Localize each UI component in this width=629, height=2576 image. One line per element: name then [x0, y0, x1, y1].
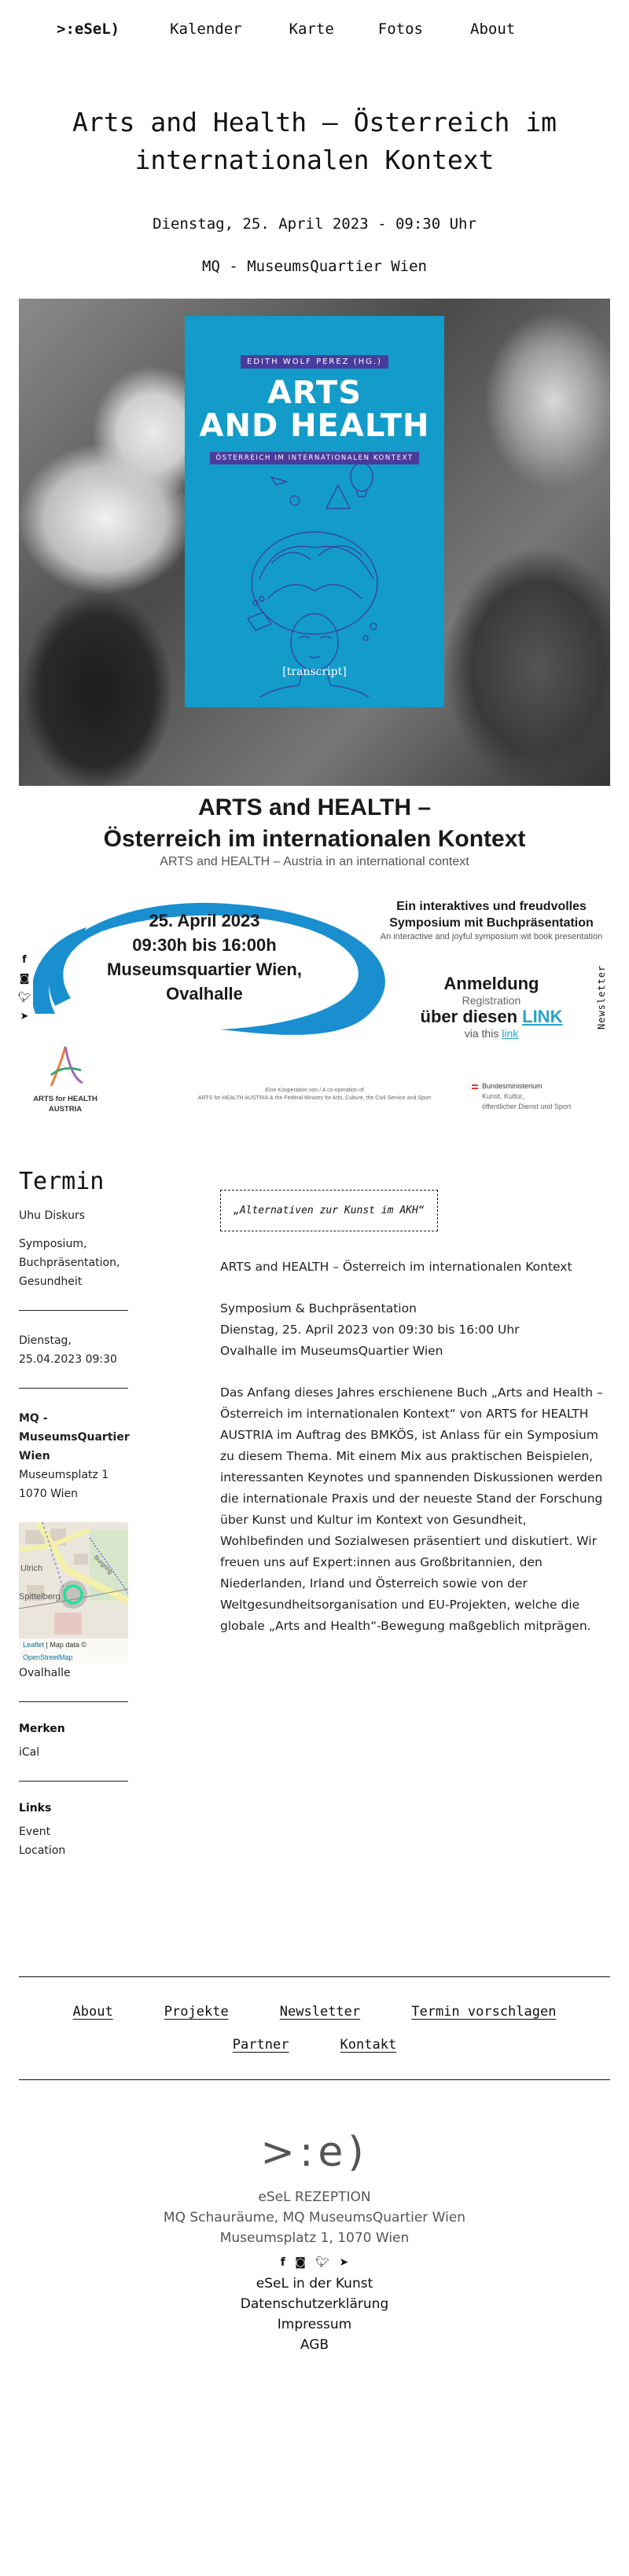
sidebar-heading: Termin: [19, 1168, 105, 1195]
footer-termin-vorschlagen[interactable]: Termin vorschlagen: [411, 2004, 557, 2020]
details-line: Dienstag, 25. April 2023 von 09:30 bis 16:00 Uhr: [220, 1323, 520, 1337]
map-label: Ulrich: [20, 1564, 43, 1573]
details-line: Symposium & Buchpräsentation: [220, 1301, 417, 1316]
divider: [19, 1701, 128, 1702]
ministry-line: Bundesministerium: [482, 1082, 543, 1090]
divider: [19, 1388, 128, 1389]
footer-about[interactable]: About: [72, 2004, 113, 2020]
registration-link-de[interactable]: LINK: [522, 1007, 563, 1026]
instagram-icon[interactable]: ◙: [295, 2256, 306, 2269]
arts-for-health-logo: [22, 1044, 109, 1114]
event-sidebar: [19, 1160, 129, 1860]
footer-esel-in-der-kunst[interactable]: eSeL in der Kunst: [256, 2276, 373, 2292]
description-body: Das Anfang dieses Jahres erschienene Buch „Arts and Health – Österreich im internationalen Kontext“ von ARTS for HEALTH AUSTRIA im Auftrag des BMKÖS, ist Anlass für ein Symposium zu diesem Thema. Mit einem Mix aus praktischen Beispielen, interessanten Keynotes und spannenden Diskussionen werden die internationale Praxis und der neueste Stand der Forschung über Kunst und Kultur im Kontext von Gesundheit, Wohlbefinden und Sozialwesen präsentiert und diskutiert. Wir freuen uns auf Expert:innen aus Großbritannien, den Niederlanden, Irland und Österreich sowie von der Weltgesundheitsorganisation und EU-Projekten, welche die globale „Arts and Health“-Bewegung maßgeblich mitprägen.: [220, 1385, 603, 1633]
flyer-subtitle: ARTS and HEALTH – Austria in an international context: [160, 855, 469, 868]
flyer-via-line: [370, 1027, 613, 1040]
flyer-registration-label: Registration: [462, 994, 521, 1007]
footer-name: eSeL REZEPTION: [258, 2189, 371, 2205]
event-flyer: [0, 792, 629, 1130]
instagram-icon[interactable]: ◙: [19, 973, 30, 985]
footer-impressum[interactable]: Impressum: [277, 2317, 352, 2332]
telegram-icon[interactable]: ➤: [20, 1011, 29, 1022]
nav-kalender[interactable]: Kalender: [170, 20, 242, 38]
venue-map[interactable]: [19, 1522, 128, 1664]
footer-social: [0, 2256, 629, 2269]
event-description: [220, 1160, 610, 1860]
footer-datenschutz[interactable]: Datenschutzerklärung: [240, 2296, 389, 2312]
nav-fotos[interactable]: Fotos: [377, 20, 423, 38]
flyer-date: 25. April 2023: [149, 911, 260, 930]
flyer-title-line: ARTS and HEALTH –: [197, 794, 432, 820]
links-heading: Links: [19, 1802, 52, 1815]
map-attribution: [19, 1638, 128, 1664]
nav-about[interactable]: About: [470, 20, 516, 38]
book-subtitle: ÖSTERREICH IM INTERNATIONALEN KONTEXT: [210, 452, 418, 464]
event-content: [0, 1160, 629, 1860]
footer-address-line: MQ Schauräume, MQ MuseumsQuartier Wien: [163, 2210, 466, 2226]
flyer-uber-line: [370, 1007, 613, 1027]
top-nav: [0, 0, 629, 58]
details-line: Ovalhalle im MuseumsQuartier Wien: [220, 1344, 443, 1358]
ministry-logo: [472, 1081, 613, 1112]
book-author: EDITH WOLF PEREZ (HG.): [241, 355, 388, 369]
location-link[interactable]: Location: [19, 1844, 66, 1857]
afh-logo-icon: [42, 1044, 89, 1091]
footer-partner[interactable]: Partner: [232, 2037, 289, 2053]
afh-logo-text: ARTS for HEALTH AUSTRIA: [33, 1095, 97, 1114]
event-link[interactable]: Event: [19, 1826, 51, 1838]
book-publisher: [transcript]: [282, 666, 347, 678]
flyer-via-text: via this: [464, 1027, 502, 1040]
flyer-title: [0, 792, 629, 855]
coop-line: Eine Kooperation von / A co-operation of: [265, 1088, 364, 1093]
flyer-heading-de: Ein interaktives und freudvolles Symposium mit Buchpräsentation: [389, 900, 594, 930]
flyer-heading-en: An interactive and joyful symposium wit book presentation: [380, 932, 603, 941]
footer-kontakt[interactable]: Kontakt: [340, 2037, 397, 2053]
map-attr-text: | Map data ©: [44, 1641, 87, 1649]
facebook-icon[interactable]: f: [280, 2256, 285, 2269]
osm-link[interactable]: OpenStreetMap: [23, 1653, 73, 1661]
event-categories[interactable]: Symposium, Buchpräsentation, Gesundheit: [19, 1238, 120, 1288]
book-cover: [185, 316, 444, 707]
book-title: [185, 376, 444, 442]
flyer-room: Ovalhalle: [166, 984, 243, 1004]
divider: [19, 1781, 128, 1782]
map-label: Burgring: [92, 1554, 115, 1576]
cooperation-note: [165, 1087, 464, 1103]
austria-flag-icon: [472, 1084, 478, 1089]
coop-line: ARTS for HEALTH AUSTRIA & the Federal Ministry for Arts, Culture, the Civil Service and Sport: [197, 1095, 432, 1101]
twitter-icon[interactable]: 🐦︎: [315, 2256, 330, 2269]
telegram-icon[interactable]: ➤: [339, 2256, 349, 2269]
description-title: ARTS and HEALTH – Österreich im internationalen Kontext: [220, 1260, 572, 1274]
flyer-uber-text: über diesen: [420, 1007, 523, 1026]
registration-link-en[interactable]: link: [502, 1027, 519, 1040]
footer-address-line: Museumsplatz 1, 1070 Wien: [219, 2230, 410, 2246]
venue-city: 1070 Wien: [19, 1488, 78, 1500]
venue-room: Ovalhalle: [19, 1667, 71, 1679]
newsletter-tab[interactable]: Newsletter: [596, 964, 607, 1029]
event-datetime: Dienstag, 25.04.2023 09:30: [19, 1334, 117, 1366]
ministry-line: Kunst, Kultur,: [482, 1092, 524, 1100]
facebook-icon[interactable]: f: [22, 954, 27, 966]
flyer-registration: [370, 898, 613, 1040]
divider: [19, 1310, 128, 1311]
footer-newsletter[interactable]: Newsletter: [279, 2004, 361, 2020]
floating-social-bar: [16, 951, 33, 1026]
flyer-title-line: Österreich im internationalen Kontext: [103, 826, 526, 852]
map-label: Spittelberg: [19, 1592, 61, 1602]
merken-heading: Merken: [19, 1723, 65, 1735]
footer-nav: [19, 1976, 610, 2080]
footer-address: [0, 2187, 629, 2248]
event-location: MQ - MuseumsQuartier Wien: [202, 258, 427, 275]
twitter-icon[interactable]: 🐦︎: [17, 992, 31, 1004]
venue-street: Museumsplatz 1: [19, 1469, 109, 1481]
event-series[interactable]: Uhu Diskurs: [19, 1209, 86, 1222]
book-illustration: [224, 446, 405, 697]
flyer-venue: Museumsquartier Wien,: [107, 960, 302, 979]
nav-karte[interactable]: Karte: [289, 20, 334, 38]
flyer-anmeldung: Anmeldung: [443, 974, 539, 993]
leaflet-link[interactable]: Leaflet: [23, 1641, 45, 1649]
ical-link[interactable]: iCal: [19, 1746, 40, 1759]
book-title-line: ARTS: [267, 375, 362, 411]
ministry-line: öffentlicher Dienst und Sport: [482, 1103, 572, 1110]
event-date: Dienstag, 25. April 2023 - 09:30 Uhr: [153, 215, 476, 233]
event-photo: [19, 299, 610, 786]
footer-links: [0, 2273, 629, 2355]
book-title-line: AND HEALTH: [199, 408, 430, 444]
flyer-time: 09:30h bis 16:00h: [132, 935, 277, 955]
venue-name[interactable]: MQ - MuseumsQuartier Wien: [19, 1412, 130, 1462]
page-title: Arts and Health – Österreich im internationalen Kontext: [72, 107, 557, 175]
footer-projekte[interactable]: Projekte: [164, 2004, 229, 2020]
footer-logo[interactable]: >:e): [260, 2129, 369, 2176]
site-logo[interactable]: >:eSeL): [57, 20, 120, 38]
footer-agb[interactable]: AGB: [300, 2337, 329, 2353]
flyer-oval-text: [47, 908, 362, 1006]
series-quote: „Alternativen zur Kunst im AKH“: [220, 1190, 438, 1231]
site-footer: [0, 2129, 629, 2355]
description-details: [220, 1298, 610, 1362]
